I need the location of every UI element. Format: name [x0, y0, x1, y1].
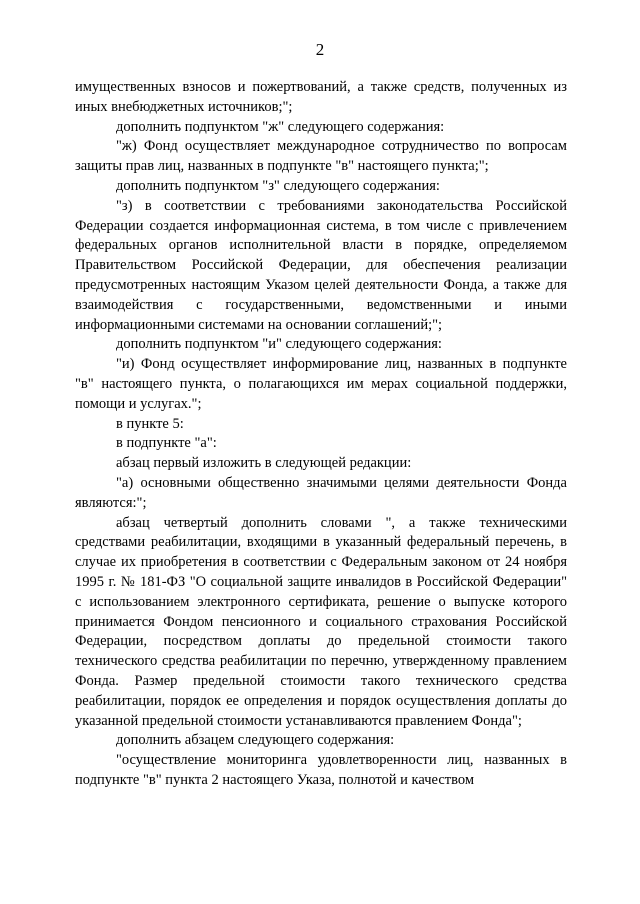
paragraph-9: в подпункте "а": [116, 435, 217, 452]
paragraph-10: абзац первый изложить в следующей редакции: [116, 455, 412, 472]
paragraph-12: абзац четвертый дополнить словами ", а также техническими средствами реабилитации, входящими в указанный федеральный перечень, в случае их приобретения в соответствии с Федеральным законом от 24 ноября 1995 г. № 181-ФЗ "О социальной защите инвалидов в Российской Федерации" с использованием электронного сертификата, решение о выпуске которого принимается Фондом пенсионного и социального страхования Российской Федерации, посредством доплаты до предельной стоимости такого технического средства реабилитации по перечню, утвержденному правлением Фонда. Размер предельной стоимости такого технического средства реабилитации, порядок ее определения и порядок осуществления доплаты до указанной предельной стоимости устанавливаются правлением Фонда"; [75, 514, 567, 729]
paragraph-5: "з) в соответствии с требованиями законодательства Российской Федерации создается информационная система, в том числе с привлечением федеральных органов исполнительной власти в порядке, определяемом Правительством Российской Федерации, для обеспечения реализации предусмотренных настоящим Указом целей деятельности Фонда, а также для взаимодействия с государственными, ведомственными и иными информационными системами на основании соглашений;"; [75, 197, 567, 333]
paragraph-4: дополнить подпунктом "з" следующего содержания: [116, 177, 440, 194]
paragraph-14: "осуществление мониторинга удовлетворенности лиц, названных в подпункте "в" пункта 2 настоящего Указа, полнотой и качеством [75, 752, 567, 788]
paragraph-2: дополнить подпунктом "ж" следующего содержания: [116, 118, 445, 135]
paragraph-13: дополнить абзацем следующего содержания: [116, 732, 395, 749]
paragraph-11: "а) основными общественно значимыми целями деятельности Фонда являются:"; [75, 474, 567, 511]
paragraph-7: "и) Фонд осуществляет информирование лиц, названных в подпункте "в" настоящего пункта, о полагающихся им мерах социальной поддержки, помощи и услугах."; [75, 356, 567, 412]
paragraph-1: имущественных взносов и пожертвований, а также средств, полученных из иных внебюджетных источников;"; [75, 79, 567, 115]
page-number: 2 [315, 40, 325, 59]
document-body [75, 78, 567, 791]
paragraph-3: "ж) Фонд осуществляет международное сотрудничество по вопросам защиты прав лиц, названных в подпункте "в" настоящего пункта;"; [75, 138, 567, 175]
paragraph-6: дополнить подпунктом "и" следующего содержания: [116, 336, 442, 353]
paragraph-8: в пункте 5: [116, 415, 184, 432]
